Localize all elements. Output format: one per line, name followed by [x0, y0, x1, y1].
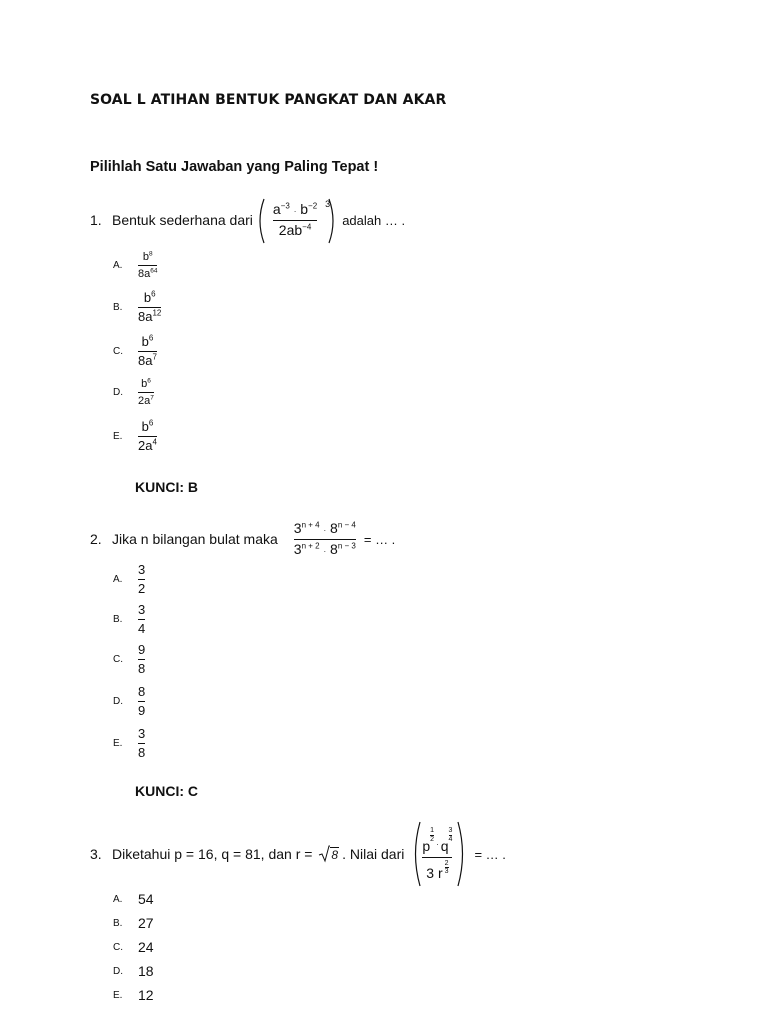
option-d[interactable]: D. $\frac{b^6}{2a^7}$: [113, 377, 154, 408]
question-suffix: adalah … .: [342, 212, 406, 228]
sqrt-icon: [318, 845, 330, 863]
option-c[interactable]: C. $\frac{9}{8}$: [113, 642, 146, 677]
option-a[interactable]: A. $\frac{3}{2}$: [113, 562, 146, 597]
question-number: 3.: [90, 846, 102, 862]
q2-fraction: $\frac{3^{n + 4} \cdot 8^{n - 4}}{3^{n + 2} \cdot 8^{n - 3}}$: [293, 520, 356, 557]
question-number: 1.: [90, 212, 102, 228]
sqrt-expression: 8: [318, 845, 339, 863]
answer-key-1: KUNCI: B: [135, 479, 198, 495]
q1-fraction: $\frac{a^{-3} \cdot b^{-2}}{2ab^{-4}}$: [272, 201, 318, 238]
left-paren: [410, 820, 422, 888]
option-a[interactable]: A. $\frac{b^8}{8a^{64}}$: [113, 250, 158, 281]
question-suffix: = … .: [363, 531, 396, 547]
answer-key-2: KUNCI: C: [135, 783, 198, 799]
question-2: [90, 515, 395, 563]
option-d[interactable]: D. $\frac{8}{9}$: [113, 684, 146, 719]
option-e[interactable]: E. $\frac{b^6}{2a^4}$: [113, 418, 157, 454]
question-3: [90, 820, 506, 888]
page-title: SOAL L ATIHAN BENTUK PANGKAT DAN AKAR: [90, 92, 447, 108]
option-b[interactable]: B. $\frac{b^6}{8a^{12}}$: [113, 289, 162, 325]
question-text-2: . Nilai dari: [342, 846, 405, 862]
question-number: 2.: [90, 531, 102, 547]
q3-fraction: p $\frac{1}{2}$ · q $\frac{3}{4}$ 3 r $\frac{2}{3}$: [422, 827, 453, 881]
option-a[interactable]: A. 54: [113, 891, 154, 907]
question-text: Diketahui p = 16, q = 81, dan r =: [112, 846, 313, 862]
option-c[interactable]: C. $\frac{b^6}{8a^7}$: [113, 333, 157, 369]
option-b[interactable]: B. 27: [113, 915, 154, 931]
option-d[interactable]: D. 18: [113, 963, 154, 979]
option-c[interactable]: C. 24: [113, 939, 154, 955]
right-paren: [456, 820, 468, 888]
option-b[interactable]: B. $\frac{3}{4}$: [113, 602, 146, 637]
question-1: 1. Bentuk sederhana dari $\frac{a^{-3} \cdot b^{-2}}{2ab^{-4}}$ $^3$ adalah … .: [90, 196, 405, 244]
option-e[interactable]: E. 12: [113, 987, 154, 1003]
question-text: Bentuk sederhana dari: [112, 212, 253, 228]
question-text: Jika n bilangan bulat maka: [112, 531, 278, 547]
option-e[interactable]: E. $\frac{3}{8}$: [113, 726, 146, 761]
instruction: Pilihlah Satu Jawaban yang Paling Tepat !: [90, 159, 379, 175]
question-suffix: = … .: [474, 846, 506, 862]
left-paren: [255, 198, 267, 244]
